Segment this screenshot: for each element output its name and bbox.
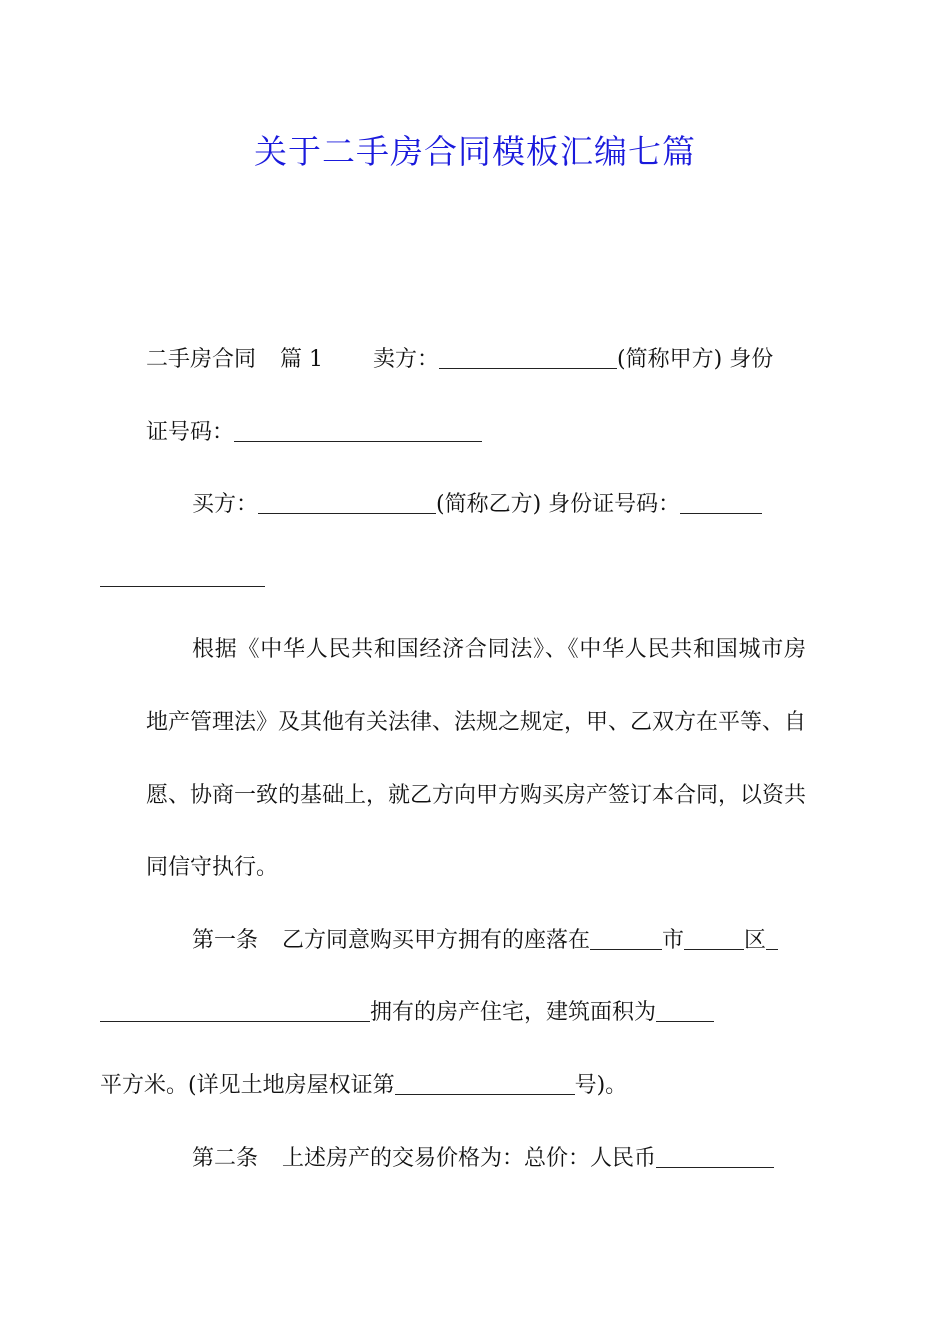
seller-name-blank <box>439 348 617 369</box>
area-blank <box>656 1001 714 1022</box>
article-1-end: 号)。 <box>574 1072 628 1098</box>
article-1-city: 市 <box>662 927 685 953</box>
document-title: 关于二手房合同模板汇编七篇 <box>254 132 696 171</box>
street-blank <box>100 1001 370 1022</box>
article-1-label: 第一条 <box>192 927 259 953</box>
city-blank <box>590 929 662 950</box>
buyer-name-blank <box>258 493 436 514</box>
buyer-suffix: (简称乙方) 身份证号码： <box>436 492 681 518</box>
article-1-own: 拥有的房产住宅，建筑面积为 <box>370 1000 657 1026</box>
article-1-paragraph <box>100 905 806 1123</box>
street-blank-start <box>766 929 778 950</box>
buyer-id-blank-continued <box>100 566 265 587</box>
seller-id-label: 证号码： <box>146 419 235 445</box>
district-blank <box>684 929 744 950</box>
article-2-text: 上述房产的交易价格为：总价：人民币 <box>282 1145 657 1171</box>
article-1-intro: 乙方同意购买甲方拥有的座落在 <box>282 927 591 953</box>
preamble-paragraph: 根据《中华人民共和国经济合同法》、《中华人民共和国城市房地产管理法》及其他有关法律、法规之规定，甲、乙双方在平等、自愿、协商一致的基础上，就乙方向甲方购买房产签订本合同，以资共同信守执行。 <box>146 637 807 881</box>
contract-body <box>100 324 807 1195</box>
buyer-paragraph <box>146 469 806 614</box>
article-2-label: 第二条 <box>192 1145 259 1171</box>
contract-heading-number: 篇 1 <box>280 347 324 372</box>
article-1-unit: 平方米。(详见土地房屋权证第 <box>100 1072 395 1098</box>
article-1-district: 区 <box>744 927 767 953</box>
contract-heading-label: 二手房合同 <box>146 347 257 372</box>
seller-label: 卖方： <box>373 347 440 372</box>
article-2-paragraph <box>146 1123 806 1196</box>
price-blank <box>656 1147 774 1168</box>
seller-suffix: (简称甲方) 身份 <box>617 347 774 372</box>
buyer-label: 买方： <box>192 492 259 518</box>
seller-id-blank <box>234 421 482 442</box>
certificate-number-blank <box>395 1074 575 1095</box>
buyer-id-blank <box>680 493 762 514</box>
seller-paragraph <box>146 324 806 469</box>
